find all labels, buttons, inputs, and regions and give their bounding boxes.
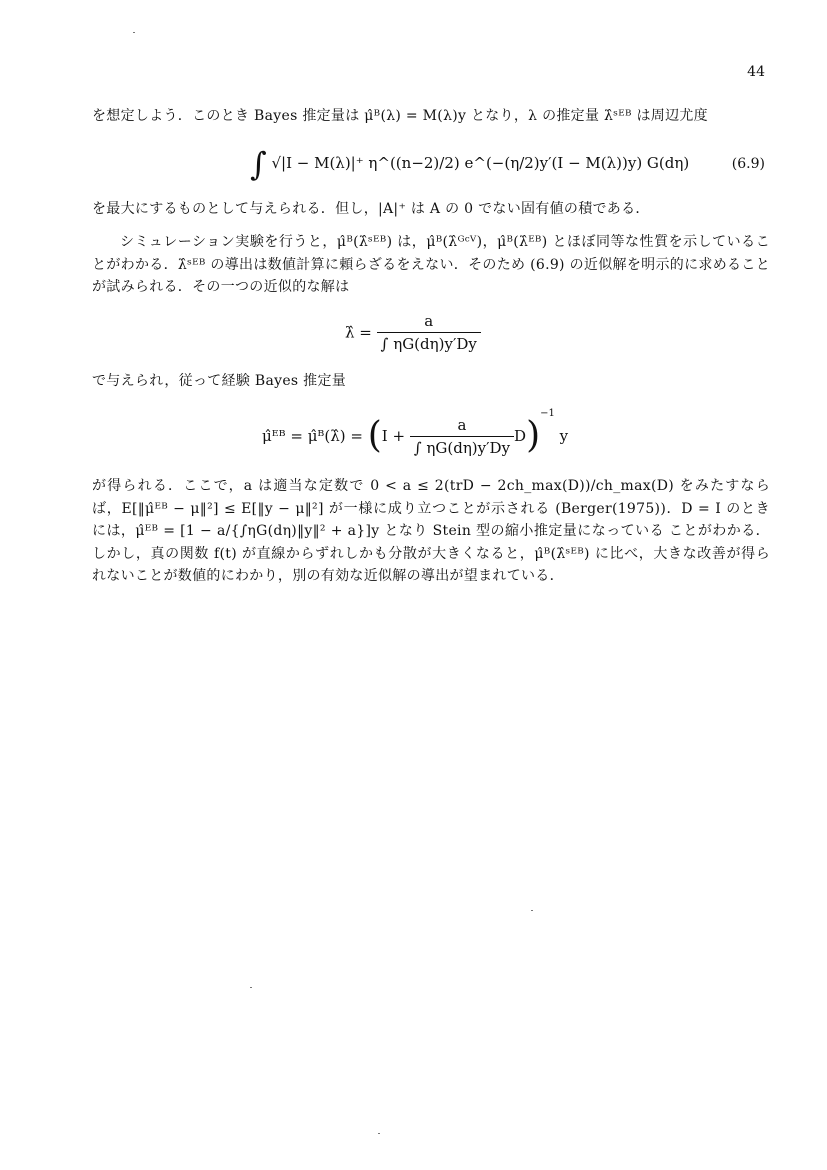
paragraph-intro: を想定しよう．このとき Bayes 推定量は μ̂ᴮ(λ) = M(λ)y となり，λ の推定量 λ̂ˢᴱᴮ は周辺尤度 — [92, 108, 708, 124]
mu-eb-exponent: −1 — [540, 408, 555, 419]
scan-speck — [250, 987, 252, 988]
paragraph-conclusion: が得られる．ここで，a は適当な定数で 0 < a ≤ 2(trD − 2ch_max(D))/ch_max(D) をみたすならば，E[‖μ̂ᴱᴮ − μ‖²] ≤ E[‖y − μ‖²] が一様に成り立つことが示される (Berger(1975))．D = I のときには，μ̂ᴱᴮ = [1 − a/{∫ηG(dη)‖y‖² + a}]y となり Stein 型の縮小推定量になっている ことがわかる．しかし，真の関数 f(t) が直線からずれしかも分散が大きくなると，μ̂ᴮ(λ̂ˢᴱᴮ) に比べ，大きな改善が得られないことが数値的にわかり，別の有効な近似解の導出が望まれている． — [92, 478, 770, 584]
mu-eb-tail: y — [559, 427, 569, 445]
mu-eb-inner-suffix: D — [514, 427, 527, 445]
equation-6-9 — [250, 145, 690, 183]
lambda-hat-fraction — [377, 312, 481, 353]
integral-sign: ∫ — [250, 145, 267, 183]
right-paren: ) — [526, 415, 541, 456]
scan-speck — [133, 32, 135, 33]
lambda-hat-denominator: ∫ ηG(dη)y′Dy — [380, 335, 477, 353]
paragraph-given: で与えられ，従って経験 Bayes 推定量 — [92, 373, 347, 389]
equation-mu-eb — [262, 408, 568, 457]
scan-speck — [531, 910, 533, 911]
left-paren: ( — [367, 415, 382, 456]
equation-6-9-body: √|I − M(λ)|⁺ η^((n−2)/2) e^(−(η/2)y′(I − M(λ))y) G(dη) — [271, 154, 690, 172]
equation-lambda-hat — [345, 312, 481, 353]
mu-eb-inner-prefix: I + — [381, 427, 406, 445]
mu-eb-fraction — [410, 416, 514, 457]
mu-eb-lhs: μ̂ᴱᴮ = μ̂ᴮ(λ̂) = — [262, 427, 363, 445]
paragraph-definition: を最大にするものとして与えられる．但し，|A|⁺ は A の 0 でない固有値の積である． — [92, 201, 650, 217]
lambda-hat-numerator: a — [377, 312, 481, 333]
page-number: 44 — [747, 64, 765, 80]
paragraph-simulation: シミュレーション実験を行うと，μ̂ᴮ(λ̂ˢᴱᴮ) は，μ̂ᴮ(λ̂ᴳᶜⱽ)，μ̂ᴮ(λ̂ᴱᴮ) とほぼ同等な性質を示していることがわかる．λ̂ˢᴱᴮ の導出は数値計算に頼らざるをえない．そのため (6.9) の近似解を明示的に求めることが試みられる．その一つの近似的な解は — [92, 234, 770, 295]
lambda-hat-lhs: λ̂ = — [345, 323, 372, 342]
mu-eb-numerator: a — [410, 416, 514, 437]
equation-number: (6.9) — [731, 156, 765, 172]
mu-eb-denominator: ∫ ηG(dη)y′Dy — [413, 438, 511, 457]
scan-speck — [378, 1133, 380, 1134]
